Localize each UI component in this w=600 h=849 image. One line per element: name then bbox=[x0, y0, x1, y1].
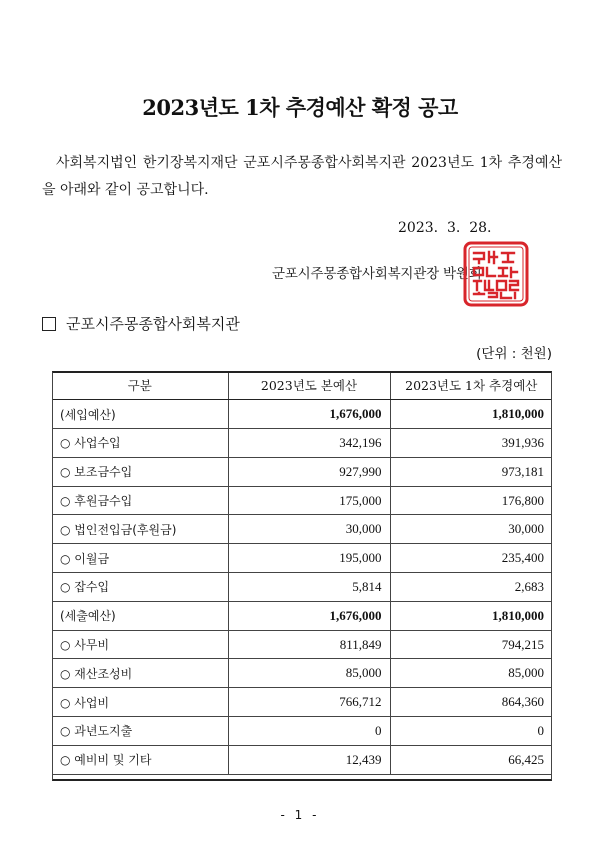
page-number: - 1 - bbox=[280, 808, 320, 822]
page-title: 2023년도 1차 추경예산 확정 공고 bbox=[142, 95, 458, 120]
table-row bbox=[52, 601, 552, 630]
table-row bbox=[52, 515, 552, 544]
row-base-value: 342,196 bbox=[228, 429, 390, 458]
official-seal-icon bbox=[463, 241, 529, 307]
table-row bbox=[52, 659, 552, 688]
row-base-value: 175,000 bbox=[228, 486, 390, 515]
row-revised-value: 1,810,000 bbox=[390, 601, 552, 630]
row-base-value: 1,676,000 bbox=[228, 400, 390, 429]
row-revised-value: 235,400 bbox=[390, 544, 552, 573]
section-heading bbox=[42, 313, 240, 334]
row-label: ○ 재산조성비 bbox=[52, 659, 228, 688]
header-base-budget: 2023년도 본예산 bbox=[228, 371, 390, 400]
row-revised-value: 66,425 bbox=[390, 745, 552, 774]
row-base-value: 5,814 bbox=[228, 573, 390, 602]
table-header-row bbox=[52, 371, 552, 400]
table-row bbox=[52, 400, 552, 429]
section-title: 군포시주몽종합사회복지관 bbox=[66, 315, 240, 333]
row-base-value: 811,849 bbox=[228, 630, 390, 659]
row-label: ○ 후원금수입 bbox=[52, 486, 228, 515]
header-category: 구분 bbox=[52, 371, 228, 400]
row-label: ○ 예비비 및 기타 bbox=[52, 745, 228, 774]
row-revised-value: 2,683 bbox=[390, 573, 552, 602]
row-label: ○ 이월금 bbox=[52, 544, 228, 573]
checkbox-square-icon bbox=[42, 317, 56, 331]
row-base-value: 85,000 bbox=[228, 659, 390, 688]
row-revised-value: 973,181 bbox=[390, 457, 552, 486]
table-row bbox=[52, 573, 552, 602]
budget-table bbox=[52, 371, 552, 775]
row-base-value: 927,990 bbox=[228, 457, 390, 486]
row-label: ○ 사무비 bbox=[52, 630, 228, 659]
row-label: ○ 보조금수입 bbox=[52, 457, 228, 486]
unit-label: (단위 : 천원) bbox=[476, 346, 552, 362]
row-revised-value: 85,000 bbox=[390, 659, 552, 688]
table-row bbox=[52, 717, 552, 746]
table-row bbox=[52, 429, 552, 458]
table-row bbox=[52, 486, 552, 515]
row-label: ○ 사업비 bbox=[52, 688, 228, 717]
row-base-value: 766,712 bbox=[228, 688, 390, 717]
table-row bbox=[52, 457, 552, 486]
table-row bbox=[52, 630, 552, 659]
header-revised-budget: 2023년도 1차 추경예산 bbox=[390, 371, 552, 400]
row-base-value: 1,676,000 bbox=[228, 601, 390, 630]
row-base-value: 12,439 bbox=[228, 745, 390, 774]
row-label: ○ 잡수입 bbox=[52, 573, 228, 602]
row-revised-value: 0 bbox=[390, 717, 552, 746]
table-row bbox=[52, 745, 552, 774]
signer-name: 군포시주몽종합사회복지관장 박원희 bbox=[272, 266, 482, 282]
row-revised-value: 391,936 bbox=[390, 429, 552, 458]
row-label: (세입예산) bbox=[52, 400, 228, 429]
row-base-value: 30,000 bbox=[228, 515, 390, 544]
row-revised-value: 1,810,000 bbox=[390, 400, 552, 429]
row-revised-value: 30,000 bbox=[390, 515, 552, 544]
row-base-value: 195,000 bbox=[228, 544, 390, 573]
announcement-date: 2023. 3. 28. bbox=[398, 220, 492, 236]
row-label: (세출예산) bbox=[52, 601, 228, 630]
row-revised-value: 794,215 bbox=[390, 630, 552, 659]
intro-paragraph: 사회복지법인 한기장복지재단 군포시주몽종합사회복지관 2023년도 1차 추경예산을 아래와 같이 공고합니다. bbox=[42, 155, 562, 198]
row-revised-value: 176,800 bbox=[390, 486, 552, 515]
table-row bbox=[52, 544, 552, 573]
row-label: ○ 법인전입금(후원금) bbox=[52, 515, 228, 544]
table-row bbox=[52, 688, 552, 717]
row-revised-value: 864,360 bbox=[390, 688, 552, 717]
row-label: ○ 사업수입 bbox=[52, 429, 228, 458]
row-base-value: 0 bbox=[228, 717, 390, 746]
row-label: ○ 과년도지출 bbox=[52, 717, 228, 746]
